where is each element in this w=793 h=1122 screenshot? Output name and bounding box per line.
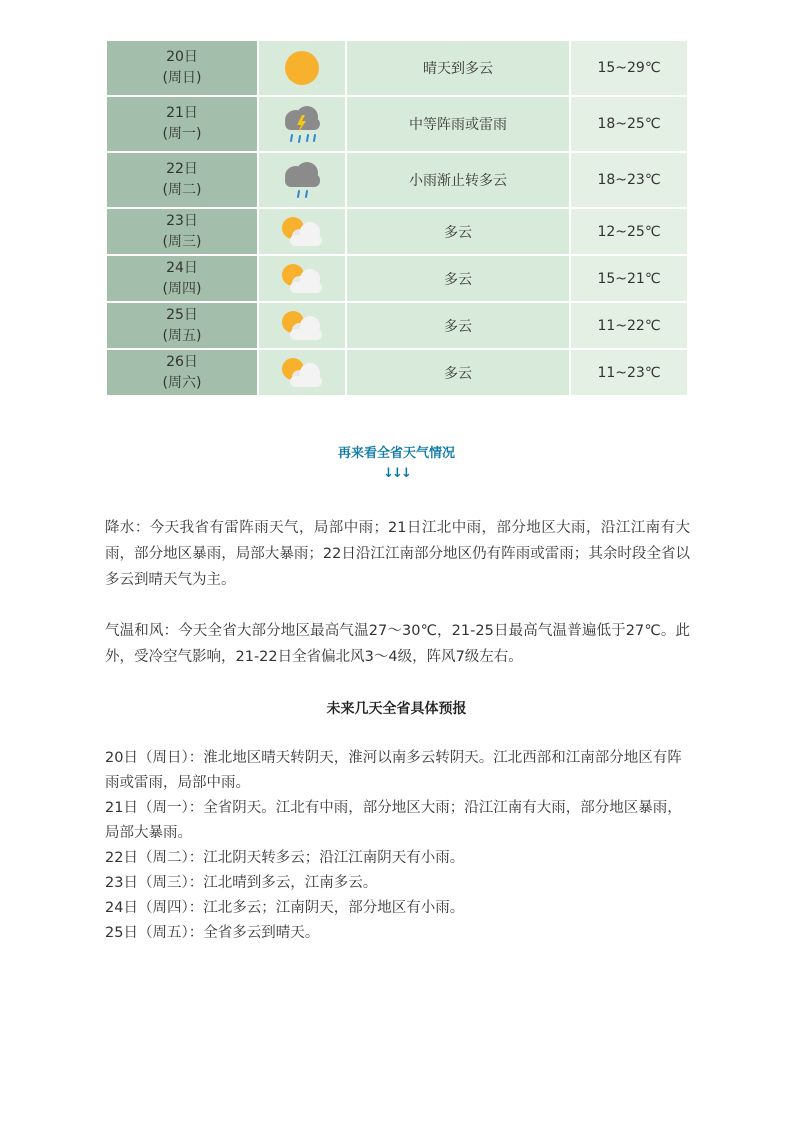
forecast-row-day-1	[106, 40, 688, 96]
date-label: 26日	[166, 353, 198, 370]
weekday-label: (周三)	[162, 233, 202, 250]
icon-cell	[258, 255, 346, 302]
down-arrows-icon: ↓↓↓	[383, 466, 410, 481]
icon-cell	[258, 96, 346, 152]
temperature-cell: 11~22℃	[570, 302, 688, 349]
detailed-forecast-heading: 未来几天全省具体预报	[326, 701, 467, 717]
condition-cell: 多云	[346, 255, 570, 302]
date-cell	[106, 349, 258, 396]
partly-cloudy-icon	[279, 356, 325, 390]
date-cell	[106, 96, 258, 152]
weekday-label: (周一)	[162, 126, 202, 142]
condition-cell: 晴天到多云	[346, 40, 570, 96]
condition-cell: 多云	[346, 208, 570, 255]
date-label: 23日	[166, 212, 198, 229]
date-label: 21日	[166, 105, 198, 121]
date-cell	[106, 208, 258, 255]
forecast-row-day-6	[106, 302, 688, 349]
list-item: 21日（周一）：全省阴天。江北有中雨，部分地区大雨；沿江江南有大雨，部分地区暴雨，局部大暴雨。	[105, 800, 682, 841]
province-weather-heading: 再来看全省天气情况	[337, 446, 455, 461]
date-cell	[106, 255, 258, 302]
list-item: 25日（周五）：全省多云到晴天。	[105, 925, 320, 941]
temperature-wind-paragraph: 气温和风：今天全省大部分地区最高气温27～30℃，21-25日最高气温普遍低于27℃。此外，受冷空气影响，21-22日全省偏北风3～4级，阵风7级左右。	[105, 623, 690, 665]
sun-icon	[282, 48, 322, 88]
date-label: 20日	[166, 49, 198, 65]
weekday-label: (周五)	[162, 327, 202, 344]
thunderstorm-icon	[278, 102, 326, 146]
temperature-cell: 18~25℃	[570, 96, 688, 152]
icon-cell	[258, 302, 346, 349]
forecast-row-day-4	[106, 208, 688, 255]
list-item: 23日（周三）：江北晴到多云，江南多云。	[105, 875, 378, 891]
icon-cell	[258, 152, 346, 208]
partly-cloudy-icon	[279, 309, 325, 343]
temperature-cell: 11~23℃	[570, 349, 688, 396]
condition-cell: 多云	[346, 349, 570, 396]
forecast-row-day-3	[106, 152, 688, 208]
list-item: 24日（周四）：江北多云；江南阴天，部分地区有小雨。	[105, 900, 465, 916]
icon-cell	[258, 40, 346, 96]
light-rain-icon	[278, 158, 326, 202]
temperature-cell: 15~29℃	[570, 40, 688, 96]
temperature-cell: 18~23℃	[570, 152, 688, 208]
date-cell	[106, 302, 258, 349]
condition-cell: 多云	[346, 302, 570, 349]
list-item: 20日（周日）：淮北地区晴天转阴天，淮河以南多云转阴天。江北西部和江南部分地区有阵雨或雷雨，局部中雨。	[105, 750, 682, 791]
weekday-label: (周日)	[162, 70, 202, 86]
forecast-row-day-5	[106, 255, 688, 302]
forecast-table	[105, 39, 689, 397]
weekday-label: (周六)	[162, 374, 202, 391]
icon-cell	[258, 208, 346, 255]
date-label: 25日	[166, 306, 198, 323]
weekday-label: (周二)	[162, 182, 202, 198]
condition-cell: 中等阵雨或雷雨	[346, 96, 570, 152]
detailed-forecast-list	[105, 746, 690, 946]
weekday-label: (周四)	[162, 280, 202, 297]
partly-cloudy-icon	[279, 262, 325, 296]
icon-cell	[258, 349, 346, 396]
temperature-cell: 12~25℃	[570, 208, 688, 255]
date-cell	[106, 152, 258, 208]
forecast-row-day-7	[106, 349, 688, 396]
date-label: 22日	[166, 161, 198, 177]
forecast-row-day-2	[106, 96, 688, 152]
list-item: 22日（周二）：江北阴天转多云；沿江江南阴天有小雨。	[105, 850, 465, 866]
date-cell	[106, 40, 258, 96]
date-label: 24日	[166, 259, 198, 276]
partly-cloudy-icon	[279, 215, 325, 249]
condition-cell: 小雨渐止转多云	[346, 152, 570, 208]
temperature-cell: 15~21℃	[570, 255, 688, 302]
precipitation-paragraph: 降水：今天我省有雷阵雨天气，局部中雨；21日江北中雨，部分地区大雨，沿江江南有大雨，部分地区暴雨，局部大暴雨；22日沿江江南部分地区仍有阵雨或雷雨；其余时段全省以多云到晴天气为主。	[105, 520, 690, 588]
